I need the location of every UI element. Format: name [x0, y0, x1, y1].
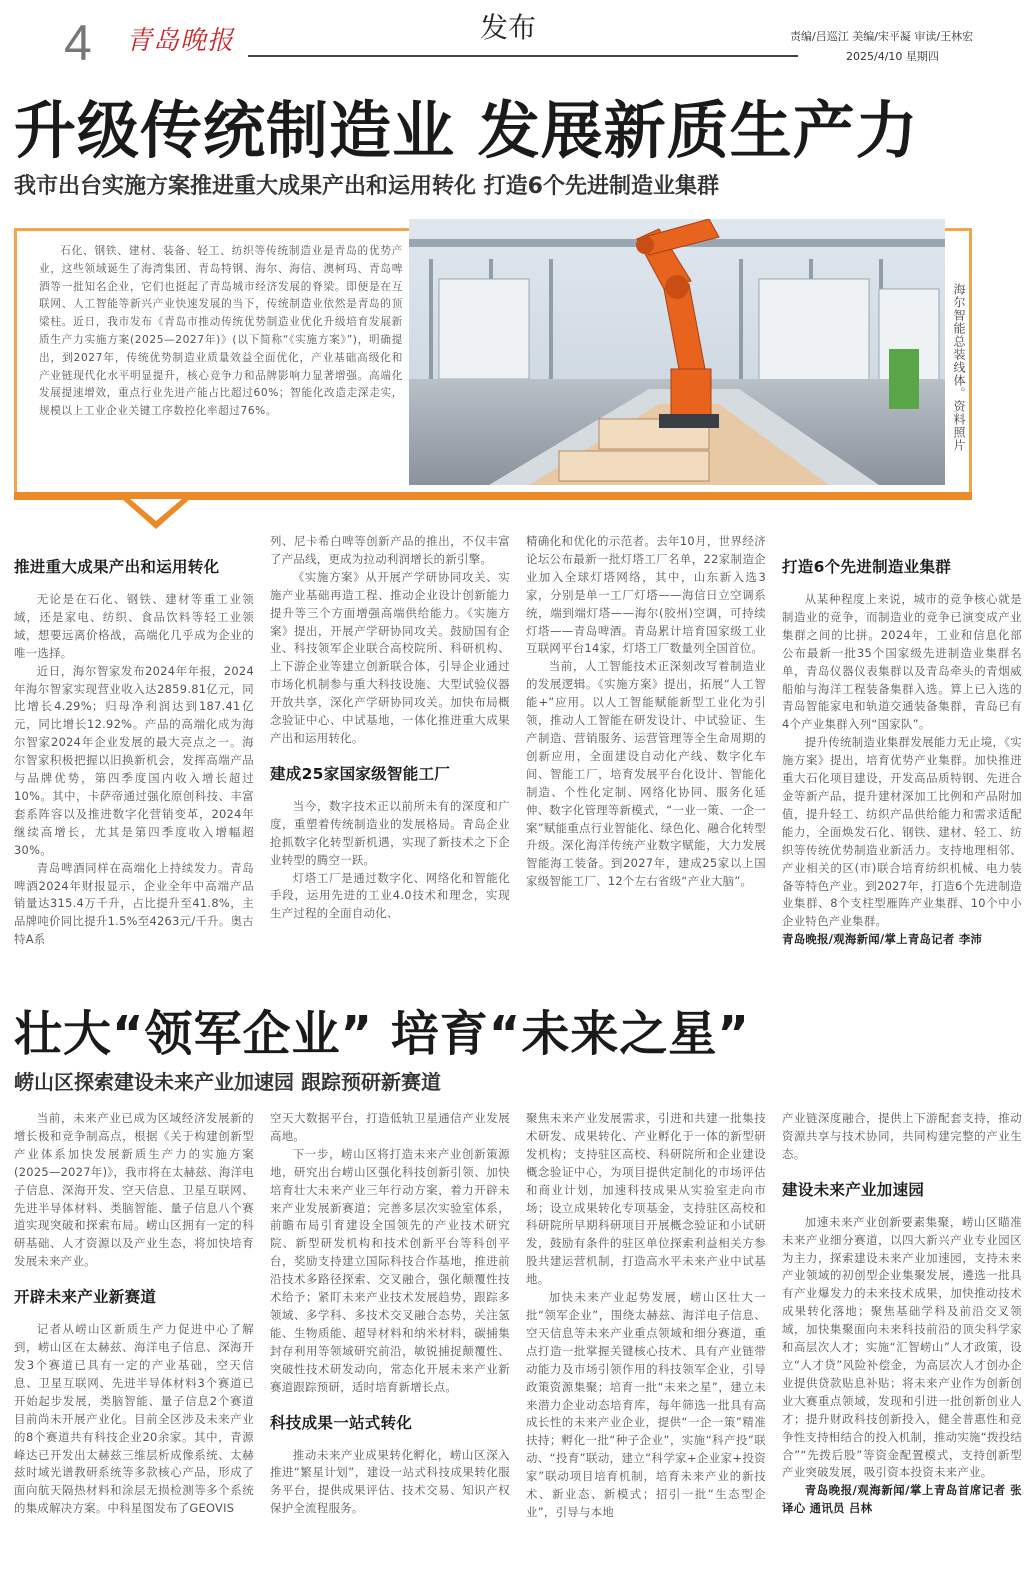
article1-headline: 升级传统制造业 发展新质生产力 — [14, 94, 919, 167]
photo-caption: 海尔智能总装线体。资料照片 — [952, 283, 966, 452]
masthead-rule — [248, 55, 798, 57]
paragraph: 提升传统制造业集群发展能力无止境，《实施方案》提出，培育优势产业集群。加快推进重大石化项目建设，开发高品质特钢、先进合金等新产品，提升建材深加工比例和产品附加值，提升轻工、纺织产品供给能力和需求适配能力，全面焕发石化、钢铁、建材、轻工、纺织等传统优势制造业新活力。支持地理相邻、产业相关的区(市)联合培育纺织机械、电力装备等特色产业。到2027年，打造6个先进制造业集群、8个支柱型雁阵产业集群、10个中小企业特色产业集群。 — [782, 735, 1022, 929]
factory-photo — [409, 219, 945, 485]
paragraph: 无论是在石化、钢铁、建材等重工业领域，还是家电、纺织、食品饮料等轻工业领域，想要远离价格战，高端化几乎成为企业的唯一选择。 — [14, 592, 254, 660]
byline: 青岛晚报/观海新闻/掌上青岛记者 李沛 — [782, 932, 983, 947]
article2-headline: 壮大“领军企业” 培育“未来之星” — [14, 1006, 750, 1062]
issue-date: 2025/4/10 星期四 — [846, 50, 939, 63]
subheading: 科技成果一站式转化 — [270, 1413, 413, 1432]
paragraph: 加速未来产业创新要素集聚，崂山区瞄准未来产业细分赛道，以四大新兴产业专业园区为主力，探索建设未来产业加速园，支持未来产业领域的初创型企业集聚发展，遴选一批具有产业爆发力的未来技术成果，加快推动技术成果转化落地；聚焦基础学科及前沿交叉领域，加快集聚面向未来科技前沿的顶尖科学家和高层次人才；实施“汇智崂山”人才政策，设立“人才贷”风险补偿金，为高层次人才创办企业提供贷款贴息补贴；将未来产业作为创新创业大赛重点领域，发现和引进一批创新创业人才；提升财政科技创新投入，健全普惠性和竞争性支持相结合的投入机制，推动实施“拨投结合”“先拨后股”等资金配置模式，支持创新型产业突破发展，吸引资本投资未来产业。 — [782, 1214, 1022, 1480]
paragraph: 列、尼卡希白啤等创新产品的推出，不仅丰富了产品线，更成为拉动利润增长的新引擎。 — [270, 534, 510, 566]
article2-column-2 — [270, 1110, 510, 1572]
masthead — [0, 0, 1024, 80]
editor-credits: 责编/吕巡江 美编/宋平凝 审读/王林宏 — [790, 30, 974, 43]
subheading: 建设未来产业加速园 — [782, 1180, 925, 1199]
subheading: 建成25家国家级智能工厂 — [270, 764, 451, 783]
article1-column-4 — [782, 551, 1022, 967]
section-title: 发布 — [480, 11, 537, 44]
subheading: 开辟未来产业新赛道 — [14, 1288, 157, 1307]
subheading: 推进重大成果产出和运用转化 — [14, 558, 220, 576]
paragraph: 产业链深度融合，提供上下游配套支持，推动资源共享与技术协同，共同构建完整的产业生态。 — [782, 1111, 1022, 1161]
newspaper-logo: 青岛晚报 — [126, 26, 235, 56]
article1-column-2 — [270, 533, 510, 967]
paragraph: 灯塔工厂是通过数字化、网络化和智能化手段，运用先进的工业4.0技术和理念，实现生产过程的全面自动化、 — [270, 870, 510, 921]
feature-box — [14, 228, 972, 496]
robot-assembly-line-image — [409, 219, 945, 485]
article2-column-1 — [14, 1110, 254, 1572]
subheading: 打造6个先进制造业集群 — [782, 558, 952, 576]
paragraph: 空天大数据平台，打造低轨卫星通信产业发展高地。 — [270, 1111, 510, 1143]
paragraph: 精确化和优化的示范者。去年10月，世界经济论坛公布最新一批灯塔工厂名单，22家制造企业加入全球灯塔网络，其中，山东新入选3家，分别是单一工厂灯塔——海信日立空调系统，端到端灯塔——海尔(胶州)空调，可持续灯塔——青岛啤酒。青岛累计培育国家级工业互联网平台14家，灯塔工厂数量列全国首位。 — [526, 534, 766, 656]
feature-lead-text: 石化、钢铁、建材、装备、轻工、纺织等传统制造业是青岛的优势产业，这些领域诞生了海湾集团、青岛特钢、海尔、海信、澳柯玛、青岛啤酒等一批知名企业，它们也挺起了青岛城市经济发展的脊梁。即便是在互联网、人工智能等新兴产业快速发展的当下，传统制造业依然是青岛的顶梁柱。近日，我市发布《青岛市推动传统优势制造业优化升级培育发展新质生产力实施方案(2025—2027年)》(以下简称“《实施方案》”)，明确提出，到2027年，传统优势制造业质量效益全面优化，产业基础高级化和产业链现代化水平明显提升，核心竞争力和品牌影响力显著增强。高端化发展提速增效，重点行业先进产能占比超过60%；智能化改造走深走实，规模以上工业企业关键工序数控化率超过76%。 — [39, 245, 403, 418]
paragraph: 近日，海尔智家发布2024年年报，2024年海尔智家实现营业收入达2859.81亿元，同比增长4.29%；归母净利润达到187.41亿元，同比增长12.92%。产品的高端化成为海尔智家2024年企业发展的最大亮点之一。海尔智家积极把握以旧换新机会，发挥高端产品与品牌优势，第四季度国内收入增长超过10%。其中，卡萨帝通过强化原创科技、丰富套系阵容以及推进数字化营销变革，2024年继续高增长，尤其是第四季度收入增幅超30%。 — [14, 663, 254, 857]
article2-column-3 — [526, 1110, 766, 1572]
paragraph: 《实施方案》从开展产学研协同攻关、实施产业基础再造工程、推动企业设计创新能力提升等三个方面增强高端供给能力。《实施方案》提出，开展产学研协同攻关。鼓励国有企业、科技领军企业联合高校院所、科研机构、上下游企业等建立创新联合体，引导企业通过市场化机制参与重大科技设施、大型试验仪器开放共享，深化产学研协同攻关。加快布局概念验证中心、中试基地，一体化推进重大成果产出和运用转化。 — [270, 569, 510, 745]
paragraph: 聚焦未来产业发展需求，引进和共建一批集技术研发、成果转化、产业孵化于一体的新型研发机构；支持驻区高校、科研院所和企业建设概念验证中心，为项目提供定制化的市场评估和商业计划，加速科技成果从实验室走向市场；设立成果转化专项基金，支持驻区高校和科研院所早期科研项目开展概念验证和小试研发，鼓励有条件的驻区单位探索利益相关方参股共建运营机制，打造高水平未来产业中试基地。 — [526, 1111, 766, 1287]
article2-column-4 — [782, 1110, 1022, 1572]
paragraph: 当今，数字技术正以前所未有的深度和广度，重塑着传统制造业的发展格局。青岛企业抢抓数字化转型新机遇，实现了新技术之下企业转型的腾空一跃。 — [270, 798, 510, 867]
article1-column-3 — [526, 533, 766, 967]
article2-subhead: 崂山区探索建设未来产业加速园 跟踪预研新赛道 — [14, 1070, 441, 1094]
paragraph: 下一步，崂山区将打造未来产业创新策源地，研究出台崂山区强化科技创新引领、加快培育壮大未来产业三年行动方案，着力开辟未来产业发展新赛道；完善多层次实验室体系，前瞻布局引育建设全国领先的产业技术研究院、新型研发机构和技术创新平台等科创平台，奖励支持建立国际科技合作基地，推进前沿技术多路径探索、交叉融合，强化颠覆性技术给予；紧盯未来产业技术发展趋势，跟踪多领域、多学科、多技术交叉融合态势，关注氢能、生物质能、超导材料和纳米材料，碳捕集封存利用等领域研究前沿，敏锐捕捉颠覆性、突破性技术研发动向，常态化开展未来产业新赛道跟踪预研，适时培育新增长点。 — [270, 1146, 510, 1394]
paragraph: 从某种程度上来说，城市的竞争核心就是制造业的竞争，而制造业的竞争已演变成产业集群之间的比拼。2024年，工业和信息化部公布最新一批35个国家级先进制造业集群名单，青岛仪器仪表集群以及青岛牵头的青烟威船舶与海洋工程装备集群入选。算上已入选的青岛智能家电和轨道交通装备集群，青岛已有4个产业集群入列“国家队”。 — [782, 592, 1022, 732]
paragraph: 记者从崂山区新质生产力促进中心了解到，崂山区在太赫兹、海洋电子信息、深海开发3个赛道已具有一定的产业基础，空天信息、卫星互联网、先进半导体材料3个赛道已开始起步发展，类脑智能、量子信息2个赛道目前尚未开展产业化。目前全区涉及未来产业的8个赛道共有科技企业20余家。其中，青源峰达已开发出太赫兹三维层析成像系统、太赫兹时域光谱教研系统等多款核心产品，形成了面向航天隔热材料和涂层无损检测等多个系统的集成解决方案。中科星图发布了GEOVIS — [14, 1322, 254, 1516]
byline: 青岛晚报/观海新闻/掌上青岛首席记者 张译心 通讯员 吕林 — [782, 1483, 1022, 1516]
article1-column-1 — [14, 551, 254, 967]
paragraph: 当前，未来产业已成为区域经济发展新的增长极和竞争制高点，根据《关于构建创新型产业体系加快发展新质生产力的实施方案(2025—2027年)》，我市将在太赫兹、海洋电子信息、深海开发、空天信息、卫星互联网、先进半导体材料、类脑智能、量子信息八个赛道实现突破和探索布局。崂山区拥有一定的科研基础、人才资源以及产业生态，将加快培育发展未来产业。 — [14, 1111, 254, 1269]
paragraph: 当前，人工智能技术正深刻改写着制造业的发展逻辑。《实施方案》提出，拓展“人工智能+”应用。以人工智能赋能新型工业化为引领，推动人工智能在研发设计、中试验证、生产制造、营销服务、运营管理等全生命周期的创新应用，全面建设自动化产线、数字化车间、智能工厂，培育发展平台化设计、智能化制造、个性化定制、网络化协同、服务化延伸、数字化管理等新模式，“一业一策、一企一案”赋能重点行业智能化、绿色化、融合化转型升级。深化海洋传统产业数字赋能，大力发展智能海工装备。到2027年，建成25家以上国家级智能工厂、12个左右省级“产业大脑”。 — [526, 659, 766, 889]
paragraph: 加快未来产业起势发展，崂山区壮大一批“领军企业”，围绕太赫兹、海洋电子信息、空天信息等未来产业重点领域和细分赛道，重点打造一批掌握关键核心技术、具有产业链带动能力及市场引领作用的科技领军企业，引导政策资源集聚；培育一批“未来之星”，建立未来潜力企业动态培育库，每年筛选一批具有高成长性的未来产业企业，提供“一企一策”精准扶持；孵化一批“种子企业”，实施“科产投”联动、“投育”联动，建立“科学家+企业家+投资家”联动项目培育机制，培育未来产业的新技术、新业态、新模式；招引一批“生态型企业”，引导与本地 — [526, 1290, 766, 1519]
paragraph: 推动未来产业成果转化孵化，崂山区深入推进“繁星计划”，建设一站式科技成果转化服务平台，提供成果评估、技术交易、知识产权保护全流程服务。 — [270, 1447, 510, 1516]
article1-subhead: 我市出台实施方案推进重大成果产出和运用转化 打造6个先进制造业集群 — [14, 174, 719, 199]
page-number: 4 — [64, 15, 92, 71]
paragraph: 青岛啤酒同样在高端化上持续发力。青岛啤酒2024年财报显示，企业全年中高端产品销量达315.4万千升，占比提升至41.8%，主品牌吨价同比提升1.5%至4263元/千升。奥古特A系 — [14, 860, 254, 947]
